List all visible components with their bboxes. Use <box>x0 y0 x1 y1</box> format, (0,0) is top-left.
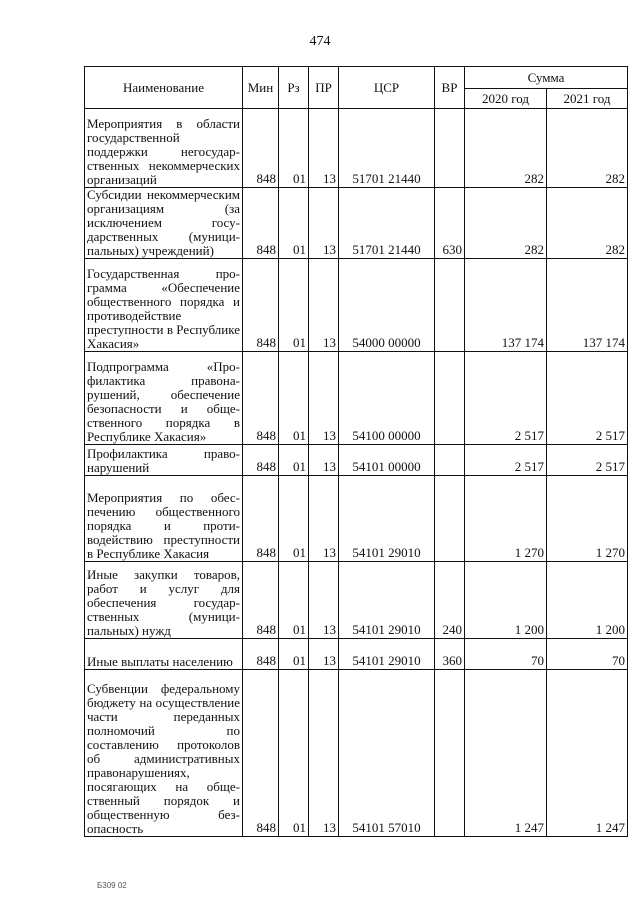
row-csr: 54101 29010 <box>339 562 435 639</box>
row-sum-2020: 1 247 <box>465 670 547 837</box>
row-rz: 01 <box>279 352 309 445</box>
row-min: 848 <box>243 109 279 188</box>
row-name: Государственная программа «Обеспечение общественного порядка и противодействие преступности в Республике Хакасия» <box>85 259 243 352</box>
table-row <box>85 188 628 259</box>
row-min: 848 <box>243 476 279 562</box>
row-sum-2020: 2 517 <box>465 445 547 476</box>
row-pr: 13 <box>309 670 339 837</box>
row-sum-2020: 137 174 <box>465 259 547 352</box>
budget-table <box>84 66 628 837</box>
header-csr: ЦСР <box>339 67 435 109</box>
table-row <box>85 445 628 476</box>
row-vr: 360 <box>435 639 465 670</box>
row-csr: 51701 21440 <box>339 109 435 188</box>
table-row <box>85 670 628 837</box>
table-row <box>85 562 628 639</box>
row-pr: 13 <box>309 188 339 259</box>
row-csr: 54000 00000 <box>339 259 435 352</box>
row-vr <box>435 445 465 476</box>
header-min: Мин <box>243 67 279 109</box>
row-csr: 54100 00000 <box>339 352 435 445</box>
row-rz: 01 <box>279 188 309 259</box>
row-pr: 13 <box>309 109 339 188</box>
row-vr <box>435 670 465 837</box>
row-csr: 54101 00000 <box>339 445 435 476</box>
table-row <box>85 476 628 562</box>
row-sum-2020: 282 <box>465 109 547 188</box>
row-sum-2021: 2 517 <box>547 352 628 445</box>
header-vr: ВР <box>435 67 465 109</box>
row-rz: 01 <box>279 109 309 188</box>
row-pr: 13 <box>309 639 339 670</box>
row-min: 848 <box>243 188 279 259</box>
row-vr: 240 <box>435 562 465 639</box>
row-sum-2020: 1 200 <box>465 562 547 639</box>
row-vr <box>435 352 465 445</box>
row-sum-2020: 2 517 <box>465 352 547 445</box>
row-rz: 01 <box>279 639 309 670</box>
row-vr <box>435 259 465 352</box>
header-name: Наименование <box>85 67 243 109</box>
table-row <box>85 259 628 352</box>
row-rz: 01 <box>279 670 309 837</box>
header-year-2020: 2020 год <box>465 89 547 109</box>
header-rz: Рз <box>279 67 309 109</box>
row-min: 848 <box>243 562 279 639</box>
page-number: 474 <box>309 34 331 49</box>
header-pr: ПР <box>309 67 339 109</box>
row-pr: 13 <box>309 352 339 445</box>
row-name: Субвенции федеральному бюджету на осуществление части переданных полномочий по составлению протоколов об административных правонарушениях, посягающих на общественный порядок и общественную безопасность <box>85 670 243 837</box>
row-rz: 01 <box>279 562 309 639</box>
table-row <box>85 352 628 445</box>
row-name: Мероприятия в области государственной поддержки негосударственных некоммерческих организаций <box>85 109 243 188</box>
row-sum-2020: 70 <box>465 639 547 670</box>
row-sum-2021: 1 270 <box>547 476 628 562</box>
row-name: Профилактика правонарушений <box>85 445 243 476</box>
row-rz: 01 <box>279 476 309 562</box>
row-name: Подпрограмма «Профилактика правонарушений, обеспечение безопасности и общественного порядка в Республике Хакасия» <box>85 352 243 445</box>
header-year-2021: 2021 год <box>547 89 628 109</box>
row-sum-2021: 1 247 <box>547 670 628 837</box>
row-name: Иные выплаты населению <box>85 639 243 670</box>
row-min: 848 <box>243 670 279 837</box>
row-pr: 13 <box>309 476 339 562</box>
row-sum-2021: 2 517 <box>547 445 628 476</box>
row-sum-2021: 137 174 <box>547 259 628 352</box>
row-min: 848 <box>243 259 279 352</box>
row-sum-2021: 282 <box>547 188 628 259</box>
row-name: Мероприятия по обеспечению общественного порядка и противодействию преступности в Республике Хакасия <box>85 476 243 562</box>
row-pr: 13 <box>309 445 339 476</box>
row-pr: 13 <box>309 259 339 352</box>
table-row <box>85 639 628 670</box>
row-vr: 630 <box>435 188 465 259</box>
table-row <box>85 109 628 188</box>
row-csr: 54101 29010 <box>339 639 435 670</box>
row-sum-2021: 1 200 <box>547 562 628 639</box>
header-sum: Сумма <box>465 67 628 89</box>
row-sum-2020: 1 270 <box>465 476 547 562</box>
row-sum-2021: 70 <box>547 639 628 670</box>
row-vr <box>435 476 465 562</box>
row-rz: 01 <box>279 259 309 352</box>
row-min: 848 <box>243 352 279 445</box>
row-vr <box>435 109 465 188</box>
row-csr: 54101 29010 <box>339 476 435 562</box>
row-sum-2021: 282 <box>547 109 628 188</box>
row-csr: 51701 21440 <box>339 188 435 259</box>
row-min: 848 <box>243 445 279 476</box>
footer-note: Б309 02 <box>97 881 127 890</box>
row-min: 848 <box>243 639 279 670</box>
row-name: Субсидии некоммерческим организациям (за исключением государственных (муниципальных) учреждений) <box>85 188 243 259</box>
row-pr: 13 <box>309 562 339 639</box>
row-name: Иные закупки товаров, работ и услуг для обеспечения государственных (муниципальных) нужд <box>85 562 243 639</box>
row-rz: 01 <box>279 445 309 476</box>
row-csr: 54101 57010 <box>339 670 435 837</box>
row-sum-2020: 282 <box>465 188 547 259</box>
